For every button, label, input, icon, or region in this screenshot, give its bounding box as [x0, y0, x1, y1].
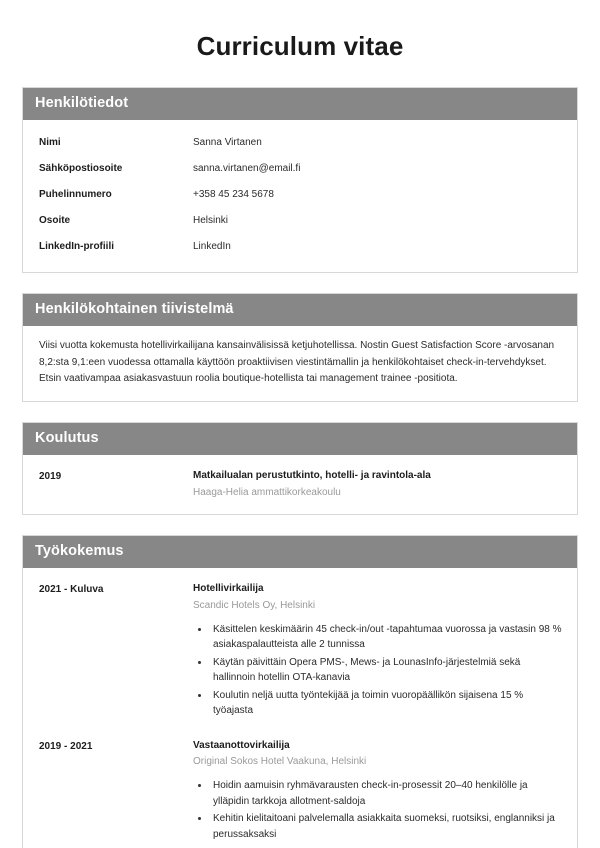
- personal-detail-value: Helsinki: [193, 214, 229, 226]
- personal-details-table: [37, 130, 563, 260]
- personal-summary-text: Viisi vuotta kokemusta hotellivirkailijana kansainvälisissä ketjuhotellissa. Nostin Guest Satisfaction Score -arvosanan 8,2:sta 9,1:een vuodessa ottamalla käyttöön proaktiivisen viestintämallin ja henkilökohtaiset check-in-tervehdykset. Etsin vaativampaa asiakasvastuun roolia boutique-hotellista tai management trainee -positiota.: [39, 340, 555, 384]
- list-item: • Kehitin kielitaitoani palvelemalla asiakkaita suomeksi, ruotsiksi, englanniksi ja perussaksaksi: [210, 811, 563, 842]
- list-item: [37, 578, 563, 723]
- table-row: [37, 234, 563, 260]
- table-row: [37, 156, 563, 182]
- work-date: 2019 - 2021: [39, 740, 93, 752]
- work-employer: Original Sokos Hotel Vaakuna, Helsinki: [193, 756, 367, 768]
- work-employer: Scandic Hotels Oy, Helsinki: [193, 599, 316, 611]
- work-details: [193, 739, 563, 845]
- list-item: • Käsittelen keskimäärin 45 check-in/out -tapahtumaa vuorossa ja vastasin 98 % asiakaspalautteista alle 2 tunnissa: [210, 622, 563, 653]
- section-header-personal-details: Henkilötiedot: [23, 88, 577, 120]
- work-job-title: Hotellivirkailija: [193, 583, 264, 595]
- section-work-experience: [22, 535, 578, 848]
- work-details: [193, 582, 563, 721]
- work-job-title: Vastaanottovirkailija: [193, 739, 290, 751]
- list-item: [37, 735, 563, 847]
- education-degree: Matkailualan perustutkinto, hotelli- ja ravintola-ala: [193, 470, 431, 482]
- personal-detail-label: Nimi: [39, 136, 61, 148]
- list-item: • Koulutin neljä uutta työntekijää ja toimin vuoropäällikön sijaisena 15 % työajasta: [210, 688, 563, 719]
- list-item: • Hoidin aamuisin ryhmävarausten check-in-prosessit 20–40 henkilölle ja ylläpidin tarkkoja allotment-saldoja: [210, 778, 563, 809]
- work-responsibility-list: [193, 778, 563, 842]
- personal-detail-label: LinkedIn-profiili: [39, 240, 114, 252]
- section-header-work-experience: Työkokemus: [23, 536, 577, 568]
- personal-detail-value: +358 45 234 5678: [193, 188, 274, 200]
- section-education: [22, 422, 578, 515]
- personal-detail-value: sanna.virtanen@email.fi: [193, 162, 301, 174]
- table-row: [37, 208, 563, 234]
- table-row: [37, 130, 563, 156]
- personal-detail-label: Sähköpostiosoite: [39, 162, 123, 174]
- section-header-education: Koulutus: [23, 423, 577, 455]
- education-body: [23, 455, 577, 514]
- education-institution: Haaga-Helia ammattikorkeakoulu: [193, 486, 341, 498]
- personal-detail-value-linkedin: LinkedIn: [193, 240, 231, 252]
- work-experience-body: [23, 568, 577, 848]
- work-responsibility-list: [193, 622, 563, 719]
- section-personal-details: [22, 87, 578, 273]
- education-date: 2019: [39, 471, 62, 483]
- personal-summary-body: [23, 326, 577, 401]
- table-row: [37, 182, 563, 208]
- section-header-personal-summary: Henkilökohtainen tiivistelmä: [23, 294, 577, 326]
- personal-details-rows: [37, 130, 563, 260]
- work-date: 2021 - Kuluva: [39, 584, 104, 596]
- personal-detail-label: Osoite: [39, 214, 71, 226]
- personal-details-body: [23, 120, 577, 272]
- page-title: Curriculum vitae: [196, 31, 404, 61]
- list-item: [37, 465, 563, 502]
- list-item: • Käytän päivittäin Opera PMS-, Mews- ja LounasInfo-järjestelmiä sekä hallinnoin hotellin OTA-kanavia: [210, 655, 563, 686]
- education-details: [193, 469, 563, 500]
- personal-detail-label: Puhelinnumero: [39, 188, 112, 200]
- personal-detail-value: Sanna Virtanen: [193, 136, 262, 148]
- section-personal-summary: [22, 293, 578, 402]
